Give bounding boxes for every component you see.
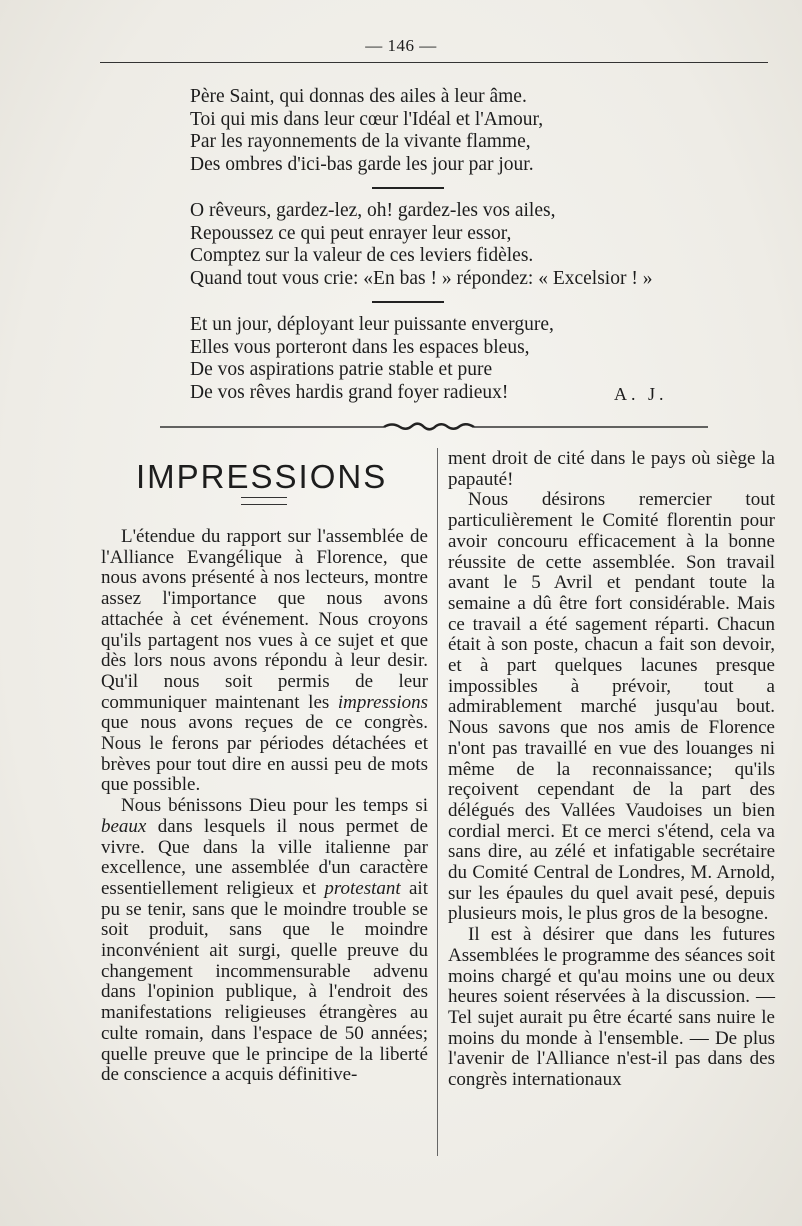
ornamental-divider-icon (160, 420, 708, 434)
emphasis: protestant (324, 877, 401, 899)
poem (190, 86, 750, 404)
poem-stanza-1 (190, 86, 750, 176)
title-double-rule (241, 497, 287, 509)
emphasis: beaux (101, 815, 147, 837)
poem-line: Repoussez ce qui peut enrayer leur essor, (190, 222, 512, 244)
poem-line: Et un jour, déployant leur puissante envergure, (190, 314, 554, 335)
page-number: — 146 — (365, 36, 437, 55)
stanza-separator (372, 187, 444, 189)
poem-line: O rêveurs, gardez-lez, oh! gardez-les vos ailes, (190, 200, 556, 221)
paragraph (101, 796, 428, 1086)
stanza-separator (372, 301, 444, 303)
poem-stanza-2 (190, 200, 750, 290)
text-run: L'étendue du rapport sur l'assemblée de l'Alliance Evangélique à Florence, que nous avons présenté à nos lecteurs, montre assez l'importance que nous avons attachée à cet événement. Nous croyons qu'ils partagent nos vues à ce sujet et que dès lors nous avons répondu à leur desir. Qu'il nous soit permis de leur communiquer maintenant les (101, 526, 428, 713)
poem-line: Père Saint, qui donnas des ailes à leur âme. (190, 86, 527, 107)
poem-line: Toi qui mis dans leur cœur l'Idéal et l'Amour, (190, 108, 544, 130)
article-left-column (101, 527, 428, 1086)
text-run: ait pu se tenir, sans que le moindre trouble se soit produit, sans que le moindre inconvénient ait surgi, quelle preuve du changement incommensurable advenu dans l'opinion publique, à l'endroit des manifestations religieuses étrangères au culte romain, dans l'espace de 50 années; quelle preuve que le principe de la liberté de conscience a acquis définitive- (101, 877, 428, 1086)
article-right-column (448, 449, 775, 1091)
column-divider (437, 448, 438, 1156)
header-rule (100, 62, 768, 63)
emphasis: impressions (337, 691, 428, 713)
paragraph: Il est à désirer que dans les futures Assemblées le programme des séances soit moins chargé et qu'au moins une ou deux heures soient réservées à la discussion. — Tel sujet aurait pu être écarté sans nuire le moins du monde à l'ensemble. — De plus l'avenir de l'Alliance n'est-il pas dans des congrès internationaux (448, 924, 775, 1091)
paragraph: ment droit de cité dans le pays où siège la papauté! (448, 448, 775, 490)
poem-line: De vos rêves hardis grand foyer radieux! (190, 381, 509, 403)
text-run: dans lesquels il nous permet de vivre. Que dans la ville italienne par excellence, une assemblée d'un caractère essentiellement religieux et (101, 815, 428, 899)
poem-line: Elles vous porteront dans les espaces bleus, (190, 336, 530, 358)
paragraph (101, 527, 428, 796)
article-title: IMPRESSIONS (136, 458, 388, 495)
poem-line: Par les rayonnements de la vivante flamme, (190, 131, 531, 152)
text-run: que nous avons reçues de ce congrès. Nous le ferons par périodes détachées et brèves pour tout dire en aussi peu de mots que possible. (101, 712, 428, 796)
poem-line: Comptez sur la valeur de ces leviers fidèles. (190, 245, 534, 266)
text-run: Nous bénissons Dieu pour les temps si (121, 795, 428, 817)
poem-line: Des ombres d'ici-bas garde les jour par jour. (190, 153, 534, 175)
poem-line: De vos aspirations patrie stable et pure (190, 359, 493, 380)
paragraph: Nous désirons remercier tout particulièrement le Comité florentin pour avoir concouru efficacement à la bonne réussite de cette assemblée. Son travail avant le 5 Avril et pendant toute la semaine a dû être fort considérable. Mais ce travail a été sagement réparti. Chacun était à son poste, chacun a fait son devoir, et à part quelques lacunes presque impossibles à prévoir, tout a admirablement marché jusqu'au bout. Nous savons que nos amis de Florence n'ont pas travaillé en vue des louanges ni même de la reconnaissance; qu'ils reçoivent cependant de la part des délégués des Vallées Vaudoises un bien cordial merci. Et ce merci s'étend, cela va sans dire, au zélé et infatigable secrétaire du Comité Central de Londres, M. Arnold, sur les épaules du quel avait pesé, depuis plusieurs mois, le plus gros de la besogne. (448, 489, 775, 925)
poem-signature: A. J. (614, 384, 668, 404)
poem-line: Quand tout vous crie: «En bas ! » répondez: « Excelsior ! » (190, 267, 653, 289)
